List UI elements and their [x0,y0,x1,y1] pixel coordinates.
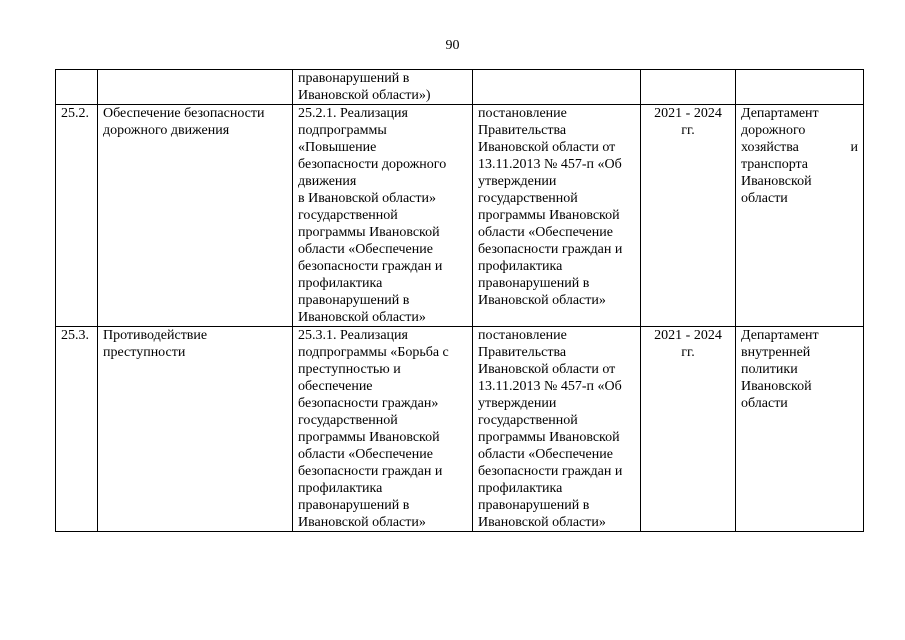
text-line: Департамент [741,328,819,343]
cell-number [56,70,98,105]
cell-executor [736,70,864,105]
table-row-25-3 [56,327,864,532]
page-number: 90 [445,38,460,53]
cell-number: 25.3. [56,327,98,532]
text-word: и [850,140,858,155]
text-line: программы Ивановской [478,208,620,223]
text-line: области «Обеспечение [298,242,433,257]
text-line: профилактика [478,259,563,274]
text-line: правонарушений в [478,498,590,513]
text-line: 2021 - 2024 [654,106,722,121]
text-line: безопасности граждан и [478,242,623,257]
text-line: Ивановской области» [478,515,606,530]
text-line: 2021 - 2024 [654,328,722,343]
cell-document [473,327,641,532]
text-line: преступности [103,345,186,360]
text-line: области [741,191,788,206]
text-line: Ивановской [741,174,812,189]
text-line: Обеспечение безопасности [103,106,265,121]
text-line: Ивановской области от [478,362,616,377]
text-line: 13.11.2013 № 457-п «Об [478,157,622,172]
text-line: профилактика [298,481,383,496]
cell-period [641,327,736,532]
text-line: «Повышение [298,140,377,155]
text-line: дорожного движения [103,123,230,138]
text-line: Правительства [478,123,567,138]
text-line: гг. [681,123,695,138]
text-line: Правительства [478,345,567,360]
text-line: программы Ивановской [478,430,620,445]
text-word: хозяйства [741,140,799,155]
text-line: Ивановской области») [298,88,431,103]
text-line: безопасности граждан и [298,259,443,274]
text-line: 13.11.2013 № 457-п «Об [478,379,622,394]
text-line: профилактика [298,276,383,291]
text-line: Ивановской области» [298,515,426,530]
text-line: утверждении [478,396,557,411]
text-line: транспорта [741,157,809,172]
table-row-25-2 [56,105,864,327]
cell-executor [736,327,864,532]
text-line: программы Ивановской [298,430,440,445]
cell-number: 25.2. [56,105,98,327]
text-line: подпрограммы [298,123,387,138]
cell-activity [293,327,473,532]
text-line: утверждении [478,174,557,189]
text-line: Противодействие [103,328,208,343]
text-line: дорожного [741,123,806,138]
text-line: в Ивановской области» [298,191,436,206]
text-line: внутренней [741,345,811,360]
text-line: Департамент [741,106,819,121]
text-line: политики [741,362,798,377]
text-line: области «Обеспечение [298,447,433,462]
text-line: государственной [478,413,578,428]
text-line: безопасности граждан и [298,464,443,479]
text-line: государственной [478,191,578,206]
text-line: правонарушений в [298,71,410,86]
cell-period [641,70,736,105]
cell-document [473,105,641,327]
text-line: Ивановской области» [478,293,606,308]
text-line: безопасности дорожного [298,157,447,172]
text-line: области «Обеспечение [478,447,613,462]
text-line: безопасности граждан и [478,464,623,479]
text-line: программы Ивановской [298,225,440,240]
text-line: Ивановской области» [298,310,426,325]
text-line: правонарушений в [298,293,410,308]
text-line: Ивановской области от [478,140,616,155]
text-line: постановление [478,106,567,121]
text-line-justified [741,139,858,156]
cell-period [641,105,736,327]
measures-table [55,69,864,532]
text-line: постановление [478,328,567,343]
text-line: обеспечение [298,379,373,394]
text-line: преступностью и [298,362,401,377]
cell-executor [736,105,864,327]
text-line: гг. [681,345,695,360]
cell-direction [98,105,293,327]
text-line: безопасности граждан» [298,396,439,411]
text-line: правонарушений в [478,276,590,291]
cell-activity [293,70,473,105]
text-line: профилактика [478,481,563,496]
text-line: области [741,396,788,411]
cell-direction [98,70,293,105]
text-line: движения [298,174,357,189]
text-line: подпрограммы «Борьба с [298,345,449,360]
text-line: государственной [298,413,398,428]
cell-activity [293,105,473,327]
text-line: правонарушений в [298,498,410,513]
text-line: области «Обеспечение [478,225,613,240]
cell-document [473,70,641,105]
text-line: 25.2.1. Реализация [298,106,408,121]
table-row-continued [56,70,864,105]
text-line: 25.3.1. Реализация [298,328,408,343]
cell-direction [98,327,293,532]
text-line: государственной [298,208,398,223]
text-line: Ивановской [741,379,812,394]
